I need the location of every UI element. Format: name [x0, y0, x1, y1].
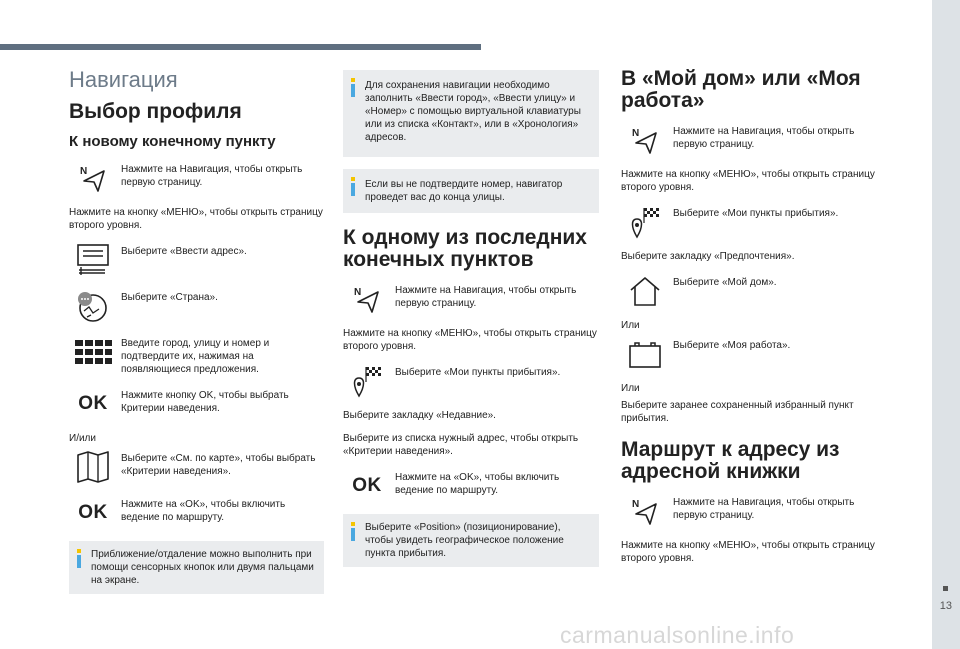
navigation-icon	[343, 281, 391, 317]
home-icon	[621, 273, 669, 309]
step-text: Выберите «См. по карте», чтобы выбрать «Критерии наведения».	[121, 453, 316, 477]
step-text: Нажмите на «OK», чтобы включить ведение по маршруту.	[395, 472, 560, 496]
paragraph: Выберите заранее сохраненный избранный пункт прибытия.	[621, 400, 854, 424]
step-text: Нажмите на «OK», чтобы включить ведение по маршруту.	[121, 499, 286, 523]
step-text: Выберите «Ввести адрес».	[121, 246, 247, 257]
paragraph: Нажмите на кнопку «МЕНЮ», чтобы открыть страницу второго уровня.	[621, 540, 875, 564]
step-work	[621, 336, 876, 372]
step-ok-criteria	[69, 386, 324, 422]
keyboard-icon	[69, 334, 117, 370]
step-map	[69, 449, 324, 485]
header-bar	[0, 44, 481, 50]
note-text: Если вы не подтвердите номер, навигатор проведет вас до конца улицы.	[365, 179, 563, 203]
section-title: Навигация	[69, 67, 178, 92]
step-text: Выберите «Моя работа».	[673, 340, 791, 351]
info-note	[343, 514, 599, 567]
step-text: Нажмите на Навигация, чтобы открыть первую страницу.	[395, 285, 577, 309]
page-sidebar	[932, 0, 960, 649]
info-icon	[351, 177, 355, 196]
note-text: Выберите «Position» (позиционирование), чтобы увидеть географическое положение пункта прибытия.	[365, 522, 564, 559]
paragraph: Выберите закладку «Предпочтения».	[621, 251, 795, 262]
section-heading-recent: К одному из последних конечных пунктов	[343, 226, 587, 271]
section-heading-home-work: В «Мой дом» или «Моя работа»	[621, 67, 861, 112]
subtitle-new-destination: К новому конечному пункту	[69, 133, 276, 150]
step-ok-guidance	[69, 495, 324, 531]
page-marker	[943, 586, 948, 591]
paragraph: Нажмите на кнопку «МЕНЮ», чтобы открыть страницу второго уровня.	[343, 328, 597, 352]
info-note	[343, 169, 599, 213]
step-home	[621, 273, 876, 309]
step-text: Нажмите кнопку OK, чтобы выбрать Критерии наведения.	[121, 390, 289, 414]
note-text: Для сохранения навигации необходимо заполнить «Ввести город», «Ввести улицу» и «Номер» с помощью виртуальной клавиатуры или из списка «Контакт», или в «Хронология» адресов.	[365, 80, 581, 143]
step-destinations	[343, 363, 599, 399]
watermark: carmanualsonline.info	[560, 622, 795, 648]
svg-text:N: N	[632, 499, 640, 510]
map-icon	[69, 449, 117, 485]
or-text: Или	[621, 320, 640, 331]
navigation-icon	[621, 493, 669, 529]
or-text: Или	[621, 383, 640, 394]
paragraph: Выберите из списка нужный адрес, чтобы открыть «Критерии наведения».	[343, 433, 579, 457]
step-navigation	[621, 122, 876, 158]
info-note	[343, 70, 599, 157]
step-text: Выберите «Мои пункты прибытия».	[673, 208, 839, 219]
step-navigation	[621, 493, 876, 529]
step-text: Выберите «Мой дом».	[673, 277, 777, 288]
svg-text:N: N	[354, 287, 362, 298]
navigation-icon	[621, 122, 669, 158]
step-text: Нажмите на Навигация, чтобы открыть первую страницу.	[121, 164, 303, 188]
keyboard-address-icon	[69, 242, 117, 278]
step-ok-guidance	[343, 468, 599, 504]
info-note	[69, 541, 324, 594]
briefcase-icon	[621, 336, 669, 372]
ok-icon: OK	[352, 475, 382, 496]
ok-icon: OK	[78, 502, 108, 523]
column-3	[621, 68, 876, 575]
step-text: Выберите «Страна».	[121, 292, 218, 303]
destination-flag-icon	[621, 204, 669, 240]
page-number: 13	[939, 600, 952, 612]
svg-text:N: N	[632, 128, 640, 139]
info-icon	[351, 522, 355, 541]
paragraph: Выберите закладку «Недавние».	[343, 410, 496, 421]
or-text: И/или	[69, 433, 96, 444]
step-text: Нажмите на Навигация, чтобы открыть первую страницу.	[673, 497, 855, 521]
step-text: Выберите «Мои пункты прибытия».	[395, 367, 561, 378]
step-destinations	[621, 204, 876, 240]
info-icon	[77, 549, 81, 568]
paragraph: Нажмите на кнопку «МЕНЮ», чтобы открыть страницу второго уровня.	[69, 207, 323, 231]
note-text: Приближение/отдаление можно выполнить при помощи сенсорных кнопок или двумя пальцами на экране.	[91, 549, 314, 586]
step-navigation	[343, 281, 599, 317]
step-enter-address	[69, 242, 324, 278]
step-navigation	[69, 160, 324, 196]
step-text: Введите город, улицу и номер и подтвердите их, нажимая на появляющиеся предложения.	[121, 338, 270, 375]
svg-text:N: N	[80, 166, 88, 177]
step-enter-city	[69, 334, 324, 376]
section-heading-address-book: Маршрут к адресу из адресной книжки	[621, 438, 840, 483]
info-icon	[351, 78, 355, 97]
step-country	[69, 288, 324, 324]
destination-flag-icon	[343, 363, 391, 399]
step-text: Нажмите на Навигация, чтобы открыть первую страницу.	[673, 126, 855, 150]
page-title: Выбор профиля	[69, 100, 242, 123]
globe-icon	[69, 288, 117, 324]
navigation-icon	[69, 160, 117, 196]
column-1	[69, 60, 324, 606]
ok-icon: OK	[78, 393, 108, 414]
column-2	[343, 70, 599, 579]
paragraph: Нажмите на кнопку «МЕНЮ», чтобы открыть страницу второго уровня.	[621, 169, 875, 193]
